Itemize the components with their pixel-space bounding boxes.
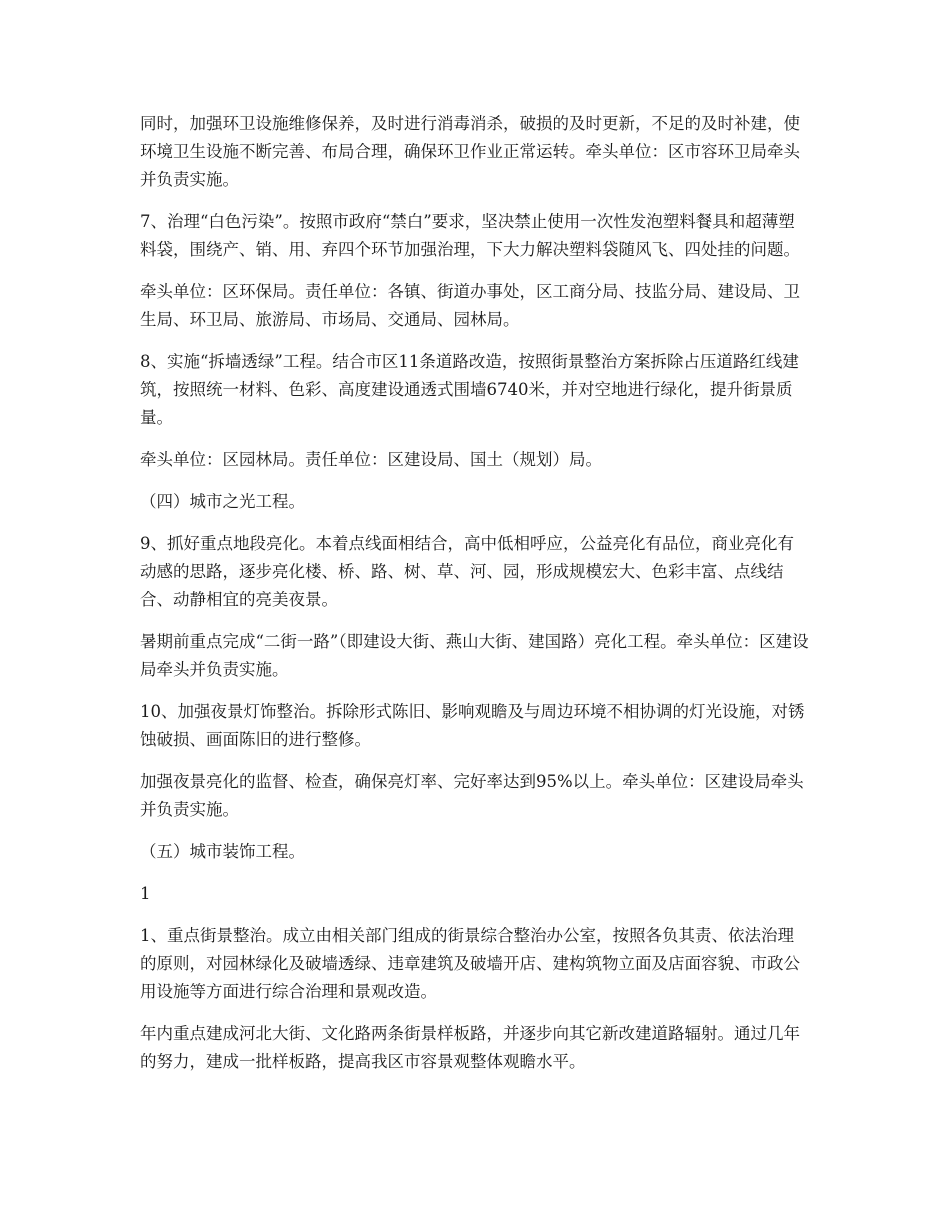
paragraph-item-8-responsible-units: 牵头单位：区园林局。责任单位：区建设局、国土（规划）局。 — [140, 450, 602, 469]
paragraph-sanitation-maintenance: 同时，加强环卫设施维修保养，及时进行消毒消杀，破损的及时更新，不足的及时补建，使环境卫生设施不断完善、布局合理，确保环卫作业正常运转。牵头单位：区市容环卫局牵头并负责实施。 — [140, 114, 800, 189]
section-heading-city-decoration: （五）城市装饰工程。 — [140, 842, 305, 861]
paragraph-item-10-night-lights: 10、加强夜景灯饰整治。拆除形式陈旧、影响观瞻及与周边环境不相协调的灯光设施，对锈蚀破损、画面陈旧的进行整修。 — [140, 702, 805, 749]
page-number: 1 — [140, 884, 151, 903]
paragraph-item-8-wall-removal: 8、实施“拆墙透绿”工程。结合市区11条道路改造，按照街景整治方案拆除占压道路红线建筑，按照统一材料、色彩、高度建设通透式围墙6740米，并对空地进行绿化，提升街景质量。 — [140, 352, 799, 427]
paragraph-item-1-streetscape: 1、重点街景整治。成立由相关部门组成的街景综合整治办公室，按照各负其责、依法治理的原则，对园林绿化及破墙透绿、违章建筑及破墙开店、建构筑物立面及店面容貌、市政公用设施等方面进行综合治理和景观改造。 — [140, 926, 800, 1001]
paragraph-item-10-supervision: 加强夜景亮化的监督、检查，确保亮灯率、完好率达到95%以上。牵头单位：区建设局牵头并负责实施。 — [140, 772, 804, 819]
paragraph-item-9-key-lighting: 9、抓好重点地段亮化。本着点线面相结合，高中低相呼应，公益亮化有品位，商业亮化有动感的思路，逐步亮化楼、桥、路、树、草、河、园，形成规模宏大、色彩丰富、点线结合、动静相宜的亮美夜景。 — [140, 534, 794, 609]
paragraph-item-1-model-roads: 年内重点建成河北大街、文化路两条街景样板路，并逐步向其它新改建道路辐射。通过几年的努力，建成一批样板路，提高我区市容景观整体观瞻水平。 — [140, 1024, 800, 1071]
section-heading-city-light: （四）城市之光工程。 — [140, 492, 305, 511]
paragraph-item-7-white-pollution: 7、治理“白色污染”。按照市政府“禁白”要求，坚决禁止使用一次性发泡塑料餐具和超薄塑料袋，围绕产、销、用、弃四个环节加强治理，下大力解决塑料袋随风飞、四处挂的问题。 — [140, 212, 800, 259]
paragraph-item-9-summer-lighting: 暑期前重点完成“二街一路”（即建设大街、燕山大街、建国路）亮化工程。牵头单位：区建设局牵头并负责实施。 — [140, 632, 809, 679]
document-body — [140, 110, 810, 1090]
paragraph-item-7-responsible-units: 牵头单位：区环保局。责任单位：各镇、街道办事处，区工商分局、技监分局、建设局、卫生局、环卫局、旅游局、市场局、交通局、园林局。 — [140, 282, 800, 329]
